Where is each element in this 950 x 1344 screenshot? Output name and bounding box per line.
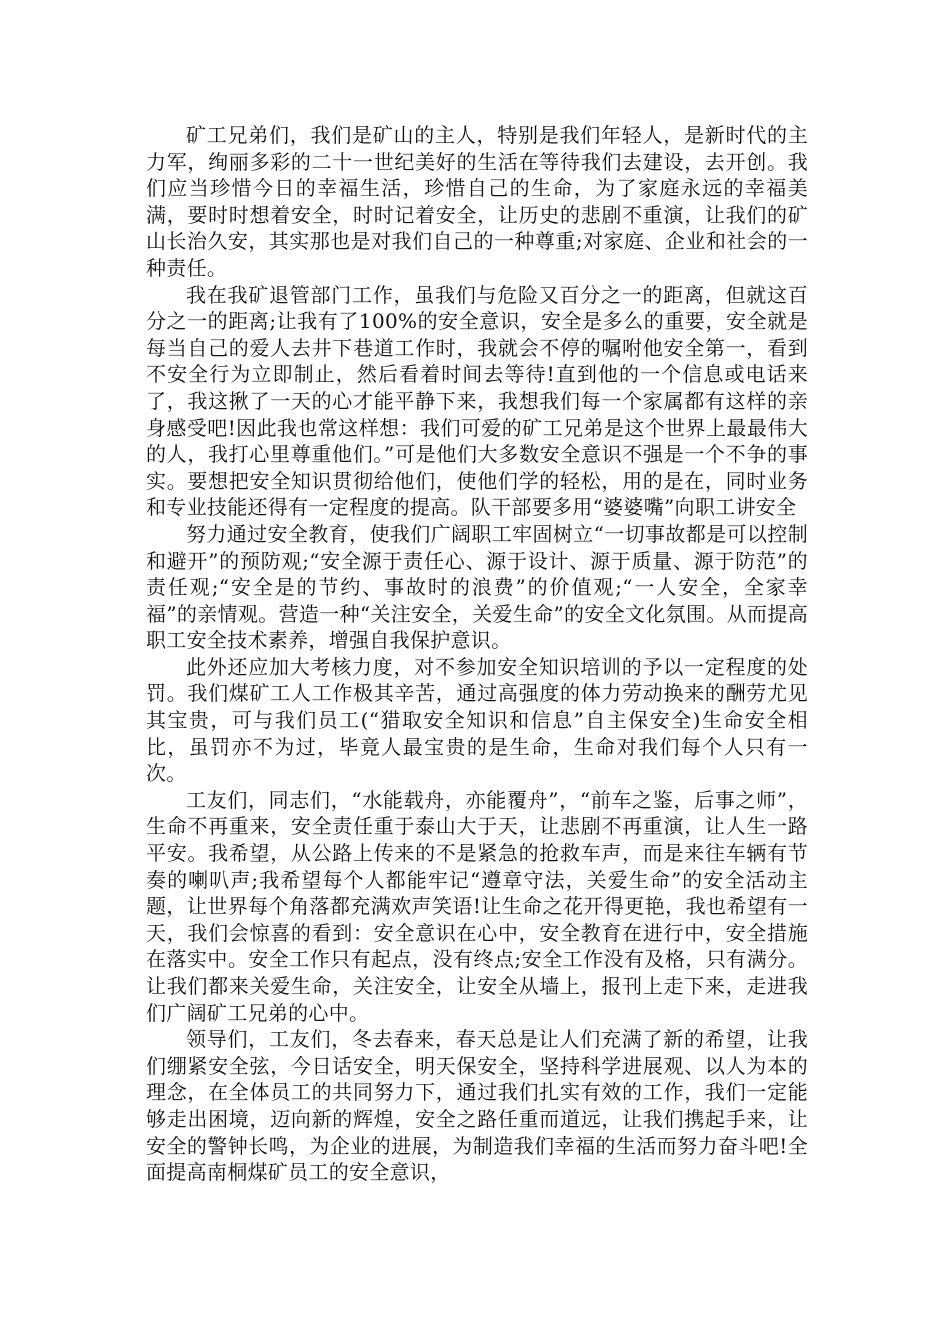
paragraph-3: 努力通过安全教育，使我们广阔职工牢固树立“一切事故都是可以控制和避开”的预防观;“安全源于责任心、源于设计、源于质量、源于防范”的责任观;“安全是的节约、事故时的浪费”的价值观;“一人安全，全家幸福”的亲情观。营造一种“关注安全，关爱生命”的安全文化氛围。从而提高职工安全技术素养，增强自我保护意识。 [146,521,808,653]
paragraph-2: 我在我矿退管部门工作，虽我们与危险又百分之一的距离，但就这百分之一的距离;让我有了100%的安全意识，安全是多么的重要，安全就是每当自己的爱人去井下巷道工作时，我就会不停的嘱咐他安全第一，看到不安全行为立即制止，然后看着时间去等待!直到他的一个信息或电话来了，我这揪了一天的心才能平静下来，我想我们每一个家属都有这样的亲身感受吧!因此我也常这样想：我们可爱的矿工兄弟是这个世界上最最伟大的人，我打心里尊重他们。”可是他们大多数安全意识不强是一个不争的事实。要想把安全知识贯彻给他们，使他们学的轻松，用的是在，同时业务和专业技能还得有一定程度的提高。队干部要多用“婆婆嘴”向职工讲安全 [146,282,808,520]
paragraph-1: 矿工兄弟们，我们是矿山的主人，特别是我们年轻人，是新时代的主力军，绚丽多彩的二十一世纪美好的生活在等待我们去建设，去开创。我们应当珍惜今日的幸福生活，珍惜自己的生命，为了家庭永远的幸福美满，要时时想着安全，时时记着安全，让历史的悲剧不重演，让我们的矿山长治久安，其实那也是对我们自己的一种尊重;对家庭、企业和社会的一种责任。 [146,123,808,280]
paragraph-5: 工友们，同志们，“水能载舟，亦能覆舟”，“前车之鉴，后事之师”，生命不再重来，安全责任重于泰山大于天，让悲剧不再重演，让人生一路平安。我希望，从公路上传来的不是紧急的抢救车声，而是来往车辆有节奏的喇叭声;我希望每个人都能牢记“遵章守法，关爱生命”的安全活动主题，让世界每个角落都充满欢声笑语!让生命之花开得更艳，我也希望有一天，我们会惊喜的看到：安全意识在心中，安全教育在进行中，安全措施在落实中。安全工作只有起点，没有终点;安全工作没有及格，只有满分。让我们都来关爱生命，关注安全，让安全从墙上，报刊上走下来，走进我们广阔矿工兄弟的心中。 [146,787,808,1025]
document-body [146,122,808,1186]
paragraph-6: 领导们，工友们，冬去春来，春天总是让人们充满了新的希望，让我们绷紧安全弦，今日话安全，明天保安全，坚持科学进展观、以人为本的理念，在全体员工的共同努力下，通过我们扎实有效的工作，我们一定能够走出困境，迈向新的辉煌，安全之路任重而道远，让我们携起手来，让安全的警钟长鸣，为企业的进展，为制造我们幸福的生活而努力奋斗吧!全面提高南桐煤矿员工的安全意识， [146,1027,808,1185]
paragraph-4: 此外还应加大考核力度，对不参加安全知识培训的予以一定程度的处罚。我们煤矿工人工作极其辛苦，通过高强度的体力劳动换来的酬劳尤见其宝贵，可与我们员工(“猎取安全知识和信息”自主保安全)生命安全相比，虽罚亦不为过，毕竟人最宝贵的是生命，生命对我们每个人只有一次。 [146,654,808,786]
